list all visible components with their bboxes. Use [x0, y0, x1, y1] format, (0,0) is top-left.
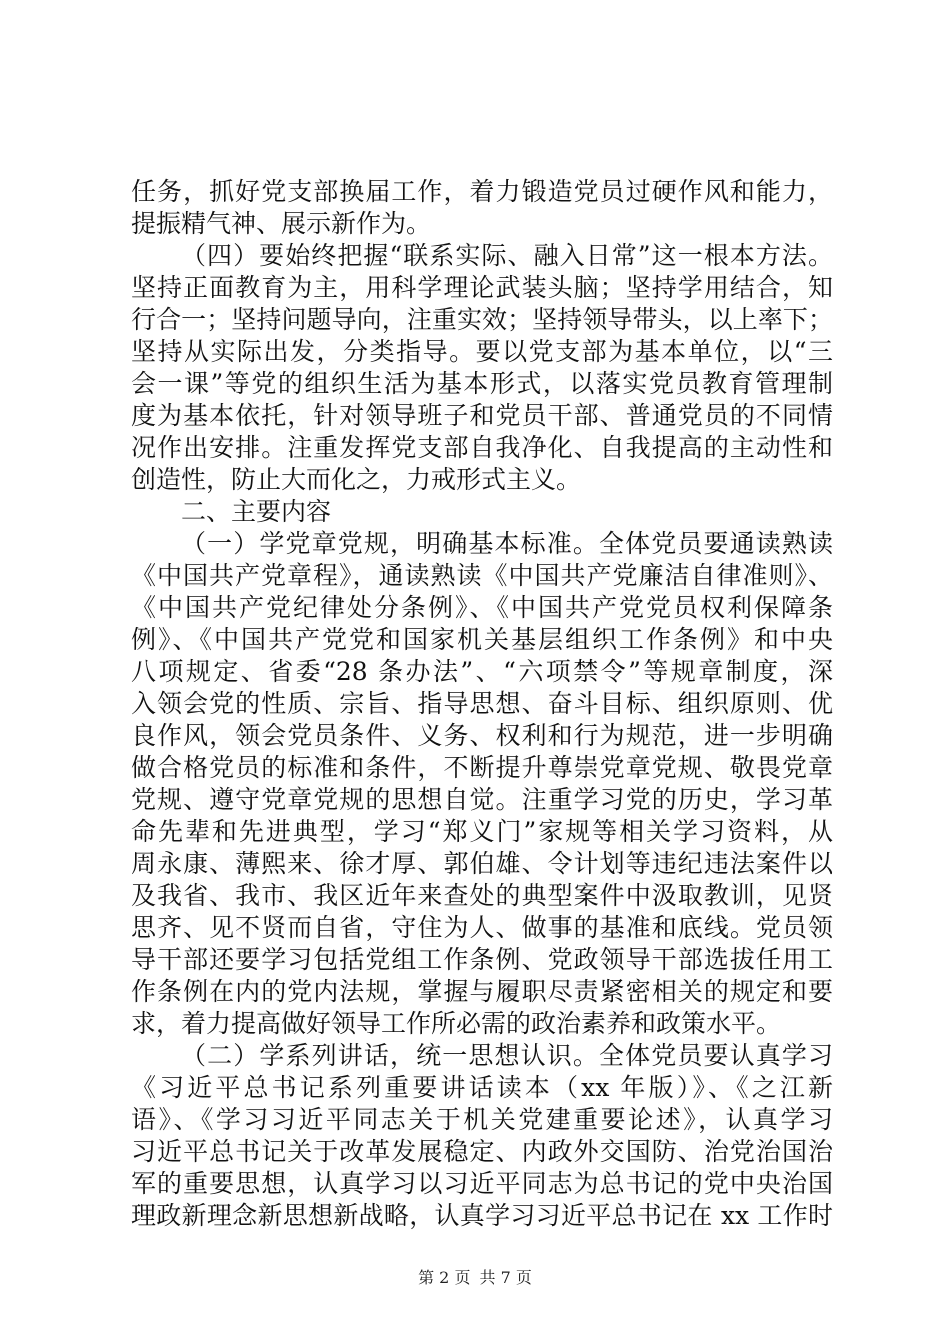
text-line: 例》、《中国共产党党和国家机关基层组织工作条例》和中央 — [131, 625, 833, 654]
text-line: 导干部还要学习包括党组工作条例、党政领导干部选拔任用工 — [131, 945, 833, 974]
text-line: 党规、遵守党章党规的思想自觉。注重学习党的历史，学习革 — [131, 785, 833, 814]
text-line: 创造性，防止大而化之，力戒形式主义。 — [131, 465, 582, 494]
text-line: 提振精气神、展示新作为。 — [131, 209, 432, 238]
text-line: （一）学党章党规，明确基本标准。全体党员要通读熟读 — [181, 529, 833, 558]
page-footer — [0, 1268, 950, 1288]
text-line: 理政新理念新思想新战略，认真学习习近平总书记在 xx 工作时 — [131, 1201, 833, 1230]
text-line: 行合一；坚持问题导向，注重实效；坚持领导带头，以上率下； — [131, 305, 833, 334]
text-line: 作条例在内的党内法规，掌握与履职尽责紧密相关的规定和要 — [131, 977, 833, 1006]
text-line: 任务，抓好党支部换届工作，着力锻造党员过硬作风和能力， — [131, 177, 833, 206]
text-line: 周永康、薄熙来、徐才厚、郭伯雄、令计划等违纪违法案件以 — [131, 849, 833, 878]
text-line: 语》、《学习习近平同志关于机关党建重要论述》，认真学习 — [131, 1105, 833, 1134]
text-line: 良作风，领会党员条件、义务、权利和行为规范，进一步明确 — [131, 721, 833, 750]
text-line: 求，着力提高做好领导工作所必需的政治素养和政策水平。 — [131, 1009, 782, 1038]
text-line: （四）要始终把握“联系实际、融入日常”这一根本方法。 — [181, 241, 833, 270]
text-line: （二）学系列讲话，统一思想认识。全体党员要认真学习 — [181, 1041, 833, 1070]
text-line: 《习近平总书记系列重要讲话读本（xx 年版）》、《之江新 — [131, 1073, 833, 1102]
text-line: 入领会党的性质、宗旨、指导思想、奋斗目标、组织原则、优 — [131, 689, 833, 718]
text-line: 命先辈和先进典型，学习“郑义门”家规等相关学习资料，从 — [131, 817, 833, 846]
text-line: 二、主要内容 — [181, 497, 332, 526]
text-line: 做合格党员的标准和条件，不断提升尊崇党章党规、敬畏党章 — [131, 753, 833, 782]
text-line: 及我省、我市、我区近年来查处的典型案件中汲取教训，见贤 — [131, 881, 833, 910]
text-line: 度为基本依托，针对领导班子和党员干部、普通党员的不同情 — [131, 401, 833, 430]
text-line: 军的重要思想，认真学习以习近平同志为总书记的党中央治国 — [131, 1169, 833, 1198]
document-body — [131, 176, 833, 1232]
text-line: 坚持从实际出发，分类指导。要以党支部为基本单位，以“三 — [131, 337, 833, 366]
text-line: 八项规定、省委“28 条办法”、“六项禁令”等规章制度，深 — [131, 657, 833, 686]
text-line: 习近平总书记关于改革发展稳定、内政外交国防、治党治国治 — [131, 1137, 833, 1166]
text-line: 况作出安排。注重发挥党支部自我净化、自我提高的主动性和 — [131, 433, 833, 462]
text-line: 《中国共产党章程》，通读熟读《中国共产党廉洁自律准则》、 — [131, 561, 833, 590]
text-line: 《中国共产党纪律处分条例》、《中国共产党党员权利保障条 — [131, 593, 833, 622]
page-number: 第 2 页 — [418, 1268, 471, 1287]
text-line: 坚持正面教育为主，用科学理论武装头脑；坚持学用结合，知 — [131, 273, 833, 302]
text-line: 会一课”等党的组织生活为基本形式，以落实党员教育管理制 — [131, 369, 833, 398]
page-total: 共 7 页 — [479, 1268, 532, 1287]
text-line: 思齐、见不贤而自省，守住为人、做事的基准和底线。党员领 — [131, 913, 833, 942]
